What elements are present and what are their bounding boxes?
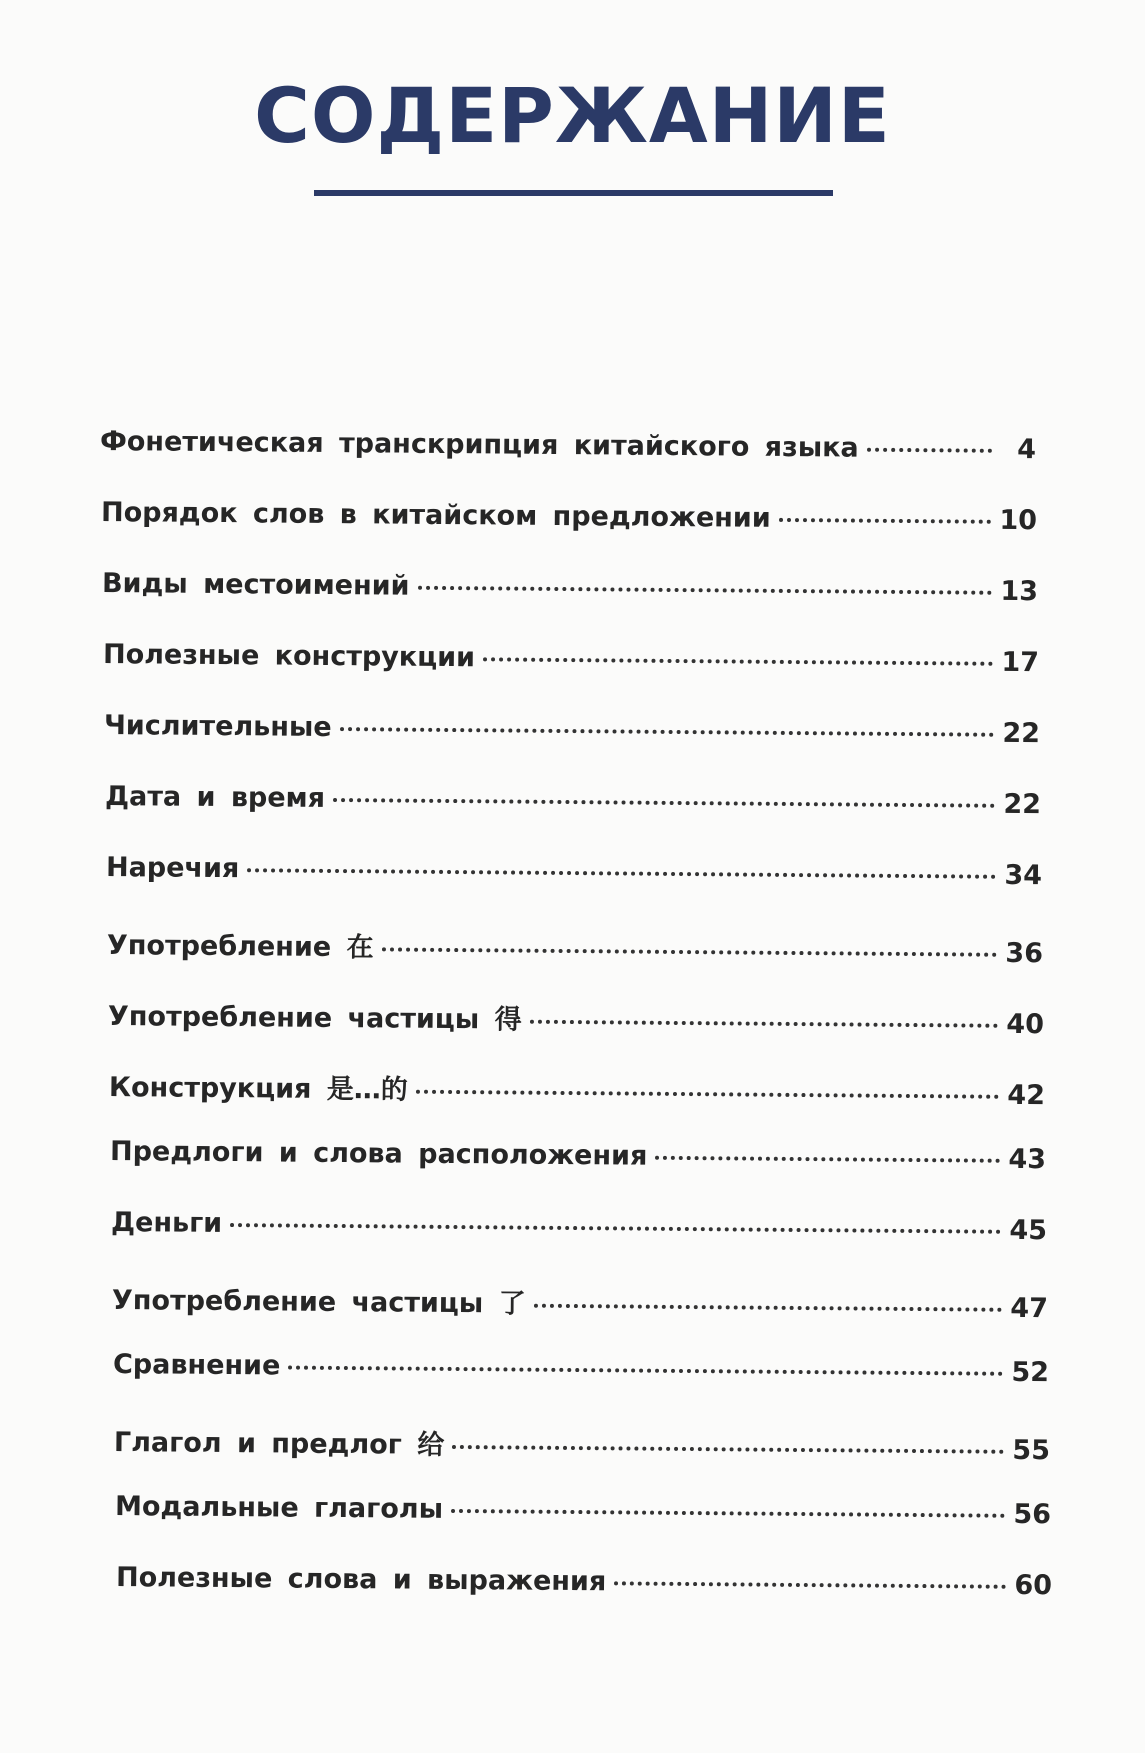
toc-row[interactable] xyxy=(115,1491,1051,1543)
toc-page-number: 52 xyxy=(1011,1356,1050,1389)
toc-page-number: 22 xyxy=(1003,788,1042,821)
toc-entry-title: Сравнение xyxy=(112,1349,281,1382)
toc-row[interactable] xyxy=(114,1420,1050,1472)
dot-leader xyxy=(452,1445,1004,1454)
toc-row[interactable] xyxy=(109,1065,1045,1117)
dot-leader xyxy=(416,1090,1000,1099)
toc-row[interactable] xyxy=(113,1349,1049,1401)
toc-page-number: 17 xyxy=(1001,646,1040,679)
toc-entry-title: Употребление частицы 得 xyxy=(107,1001,522,1036)
toc-page-number: 47 xyxy=(1010,1292,1049,1325)
toc-entry-title: Числительные xyxy=(103,710,332,743)
toc-page-number: 13 xyxy=(1000,575,1039,608)
toc-entry-title: Деньги xyxy=(110,1207,223,1239)
toc-page-number: 22 xyxy=(1002,717,1041,750)
dot-leader xyxy=(382,947,998,956)
toc-page-number: 36 xyxy=(1005,937,1044,970)
dot-leader xyxy=(451,1509,1005,1518)
toc-entry-title: Конструкция 是…的 xyxy=(108,1072,408,1106)
dot-leader xyxy=(867,448,992,453)
toc-row[interactable] xyxy=(116,1562,1052,1614)
toc-entry-title: Виды местоимений xyxy=(101,568,410,602)
toc-entry-title: Дата и время xyxy=(104,781,326,814)
toc-entry-title: Употребление 在 xyxy=(106,930,374,964)
dot-leader xyxy=(655,1156,1000,1163)
toc-row[interactable] xyxy=(107,923,1043,975)
toc-row[interactable] xyxy=(108,994,1044,1046)
toc-page-number: 4 xyxy=(1017,434,1037,466)
toc-page-number: 10 xyxy=(999,504,1038,537)
toc-entry-title: Порядок слов в китайском предложении xyxy=(100,497,771,534)
toc-page-number: 43 xyxy=(1008,1143,1047,1176)
toc-entry-title: Употребление частицы 了 xyxy=(111,1285,526,1320)
dot-leader xyxy=(534,1304,1003,1312)
dot-leader xyxy=(230,1223,1001,1234)
toc-entry-title: Полезные слова и выражения xyxy=(115,1562,607,1598)
toc-entry-title: Полезные конструкции xyxy=(102,639,476,674)
toc-page-number: 56 xyxy=(1013,1498,1052,1531)
dot-leader xyxy=(614,1581,1006,1588)
toc-row[interactable] xyxy=(102,568,1038,620)
toc-entry-title: Глагол и предлог 给 xyxy=(113,1427,445,1461)
dot-leader xyxy=(530,1020,999,1028)
toc-row[interactable] xyxy=(104,710,1040,762)
toc-entry-title: Наречия xyxy=(105,852,240,885)
toc-entry-title: Предлоги и слова расположения xyxy=(109,1136,648,1172)
toc-row[interactable] xyxy=(100,426,1036,478)
toc-row[interactable] xyxy=(110,1136,1046,1188)
toc-row[interactable] xyxy=(103,639,1039,691)
toc-page-number: 55 xyxy=(1012,1434,1051,1467)
toc-page-number: 34 xyxy=(1004,859,1043,892)
toc-page-number: 45 xyxy=(1009,1214,1048,1247)
toc-page-number: 40 xyxy=(1006,1008,1045,1041)
dot-leader xyxy=(340,727,995,737)
toc-row[interactable] xyxy=(112,1278,1048,1330)
dot-leader xyxy=(333,798,995,808)
dot-leader xyxy=(779,518,992,524)
dot-leader xyxy=(247,868,996,879)
toc-page-number: 42 xyxy=(1007,1079,1046,1112)
page-title: СОДЕРЖАНИЕ xyxy=(254,71,891,160)
dot-leader xyxy=(483,657,993,665)
toc-entry-title: Фонетическая транскрипция китайского языка xyxy=(99,426,859,464)
toc-row[interactable] xyxy=(101,497,1037,549)
toc-row[interactable] xyxy=(105,781,1041,833)
toc-row[interactable] xyxy=(111,1207,1047,1259)
toc-page-number: 60 xyxy=(1014,1569,1053,1602)
dot-leader xyxy=(418,586,993,595)
toc-entry-title: Модальные глаголы xyxy=(114,1491,444,1525)
dot-leader xyxy=(288,1366,1003,1376)
toc-row[interactable] xyxy=(106,852,1042,904)
